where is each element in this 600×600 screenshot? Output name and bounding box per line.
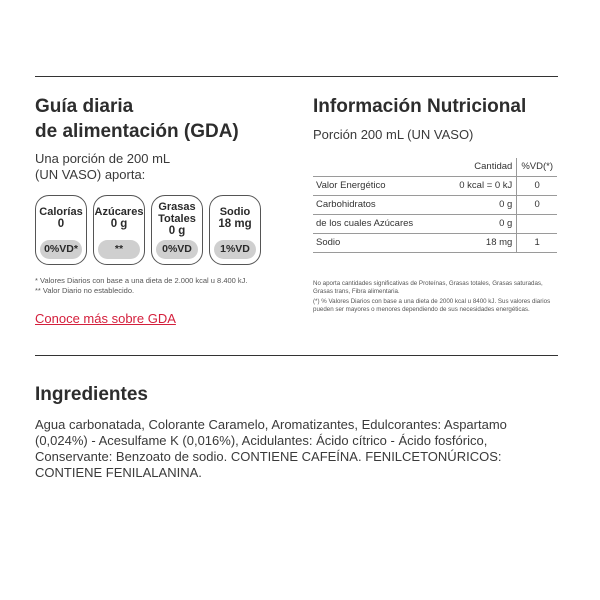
gda-title-line1: Guía diaria [35,96,134,117]
top-divider [35,76,558,77]
badge-value: 0 g [168,225,186,237]
table-header-row [313,158,557,176]
gda-badges [35,195,261,265]
row-quantity: 0 g [442,214,517,233]
header-vd: %VD(*) [517,158,557,176]
row-label: Valor Energético [313,176,442,195]
gda-badge-grasas [151,195,203,265]
row-quantity: 18 mg [442,233,517,252]
row-quantity: 0 kcal = 0 kJ [442,176,517,195]
row-label: Sodio [313,233,442,252]
table-row [313,195,557,214]
gda-section [35,94,290,183]
gda-portion [35,151,290,183]
gda-footnote-2: ** Valor Diario no establecido. [35,286,135,295]
row-label: de los cuales Azúcares [313,214,442,233]
table-row [313,214,557,233]
badge-name: Calorías [39,206,83,218]
nutrition-title: Información Nutricional [313,96,527,117]
table-row [313,233,557,252]
gda-footnotes [35,276,248,296]
gda-more-link[interactable]: Conoce más sobre GDA [35,311,176,326]
row-quantity: 0 g [442,195,517,214]
badge-value: 18 mg [218,218,252,230]
ingredients-title: Ingredientes [35,384,148,405]
badge-name-line1: Grasas [158,201,196,213]
ingredients-text: Agua carbonatada, Colorante Caramelo, Aromatizantes, Edulcorantes: Aspartamo (0,024%) - Acesulfame K (0,016%), Acidulantes: Ácido cítrico - Ácido fosfórico, Conservante: Benzoato de sodio. CONTIENE CAFEÍNA. FENILCETONÚRICOS: CONTIENE FENILALANINA. [35,417,507,480]
badge-vd: 0%VD [156,240,198,259]
nutrition-footnote-2: (*) % Valores Diarios con base a una dieta de 2000 kcal u 8400 kJ. Sus valores diarios pueden ser mayores o menores dependiendo de sus necesidades energéticas. [313,298,551,313]
nutrition-table [313,158,557,253]
badge-name [158,201,196,225]
badge-name: Azúcares [94,206,144,218]
badge-name-line2: Totales [158,213,196,225]
header-blank [313,158,442,176]
row-vd: 0 [517,195,557,214]
ingredients-section [35,382,558,481]
gda-badge-calorias [35,195,87,265]
badge-name: Sodio [219,206,251,218]
row-vd [517,214,557,233]
middle-divider [35,355,558,356]
gda-badge-sodio [209,195,261,265]
gda-title [35,94,290,144]
nutrition-footnotes [313,280,558,316]
gda-footnote-1: * Valores Diarios con base a una dieta de 2.000 kcal u 8.400 kJ. [35,276,248,285]
nutrition-section [313,94,558,143]
table-row [313,176,557,195]
nutrition-portion: Porción 200 mL (UN VASO) [313,127,474,142]
badge-value: 0 g [110,218,128,230]
gda-portion-line1: Una porción de 200 mL [35,151,171,166]
row-vd: 0 [517,176,557,195]
badge-value: 0 [57,218,65,230]
nutrition-footnote-1: No aporta cantidades significativas de Proteínas, Grasas totales, Grasas saturadas, Grasas trans, Fibra alimentaria. [313,280,543,295]
row-vd: 1 [517,233,557,252]
row-label: Carbohidratos [313,195,442,214]
gda-title-line2: de alimentación (GDA) [35,121,239,142]
header-quantity: Cantidad [474,161,513,173]
badge-vd: 1%VD [214,240,256,259]
badge-vd: 0%VD* [40,240,82,259]
badge-vd: ** [98,240,140,259]
gda-portion-line2: (UN VASO) aporta: [35,167,146,182]
gda-badge-azucares [93,195,145,265]
